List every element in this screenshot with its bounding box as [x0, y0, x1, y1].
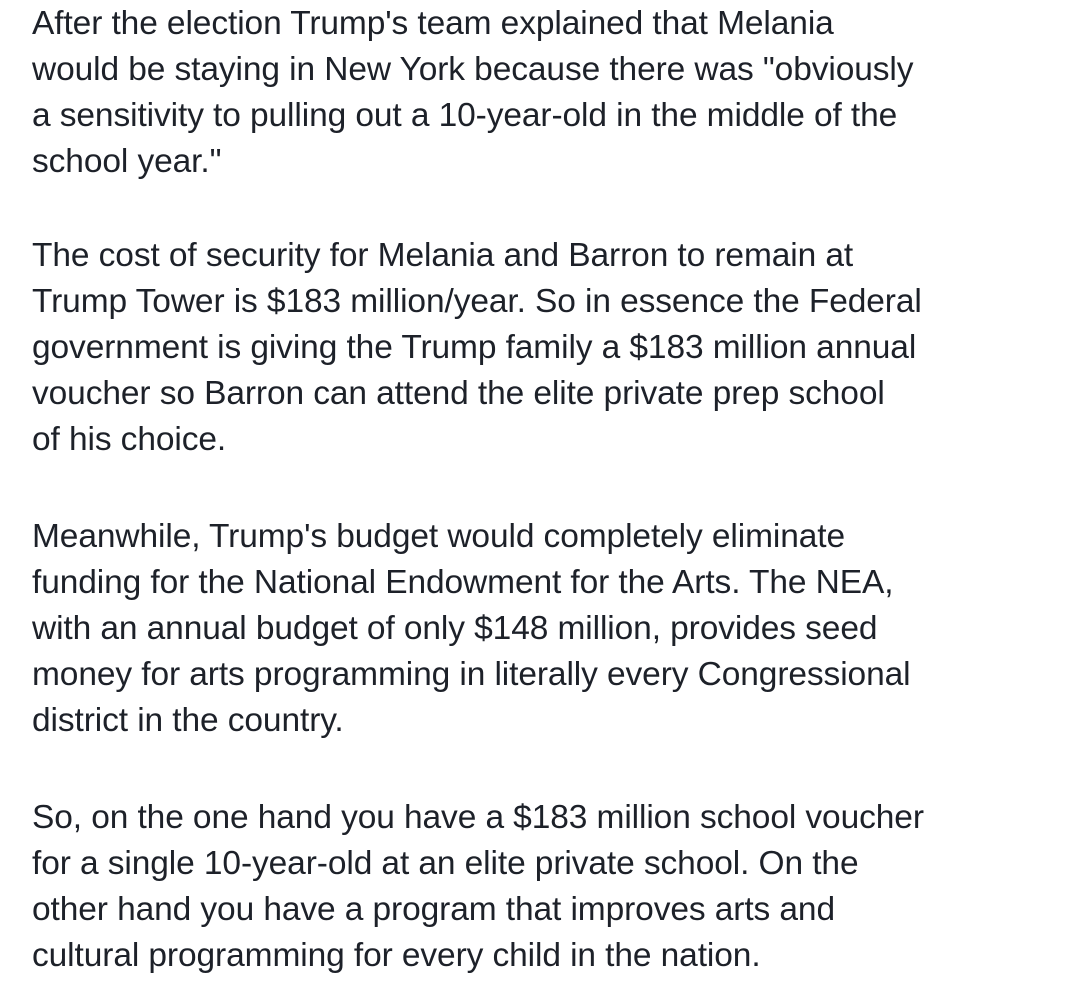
text-line: funding for the National Endowment for the Arts. The NEA,: [32, 564, 894, 601]
text-line: So, on the one hand you have a $183 million school voucher: [32, 799, 924, 836]
paragraph-election: [32, 1, 1062, 185]
text-line: The cost of security for Melania and Barron to remain at: [32, 237, 854, 274]
text-line: cultural programming for every child in the nation.: [32, 937, 761, 974]
paragraph-nea-budget: [32, 514, 1062, 744]
text-line: for a single 10-year-old at an elite private school. On the: [32, 845, 859, 882]
text-line: a sensitivity to pulling out a 10-year-old in the middle of the: [32, 97, 898, 134]
paragraph-security-cost: [32, 233, 1062, 463]
text-line: Meanwhile, Trump's budget would completely eliminate: [32, 518, 846, 555]
text-line: voucher so Barron can attend the elite private prep school: [32, 375, 885, 412]
text-line: of his choice.: [32, 421, 227, 458]
text-line: with an annual budget of only $148 million, provides seed: [32, 610, 878, 647]
text-line: district in the country.: [32, 702, 344, 739]
text-line: money for arts programming in literally every Congressional: [32, 656, 911, 693]
paragraph-comparison: [32, 795, 1062, 979]
text-line: other hand you have a program that improves arts and: [32, 891, 835, 928]
text-line: Trump Tower is $183 million/year. So in essence the Federal: [32, 283, 922, 320]
text-line: school year.": [32, 143, 222, 180]
text-line: would be staying in New York because there was "obviously: [32, 51, 914, 88]
text-line: After the election Trump's team explained that Melania: [32, 5, 834, 42]
text-line: government is giving the Trump family a $183 million annual: [32, 329, 917, 366]
